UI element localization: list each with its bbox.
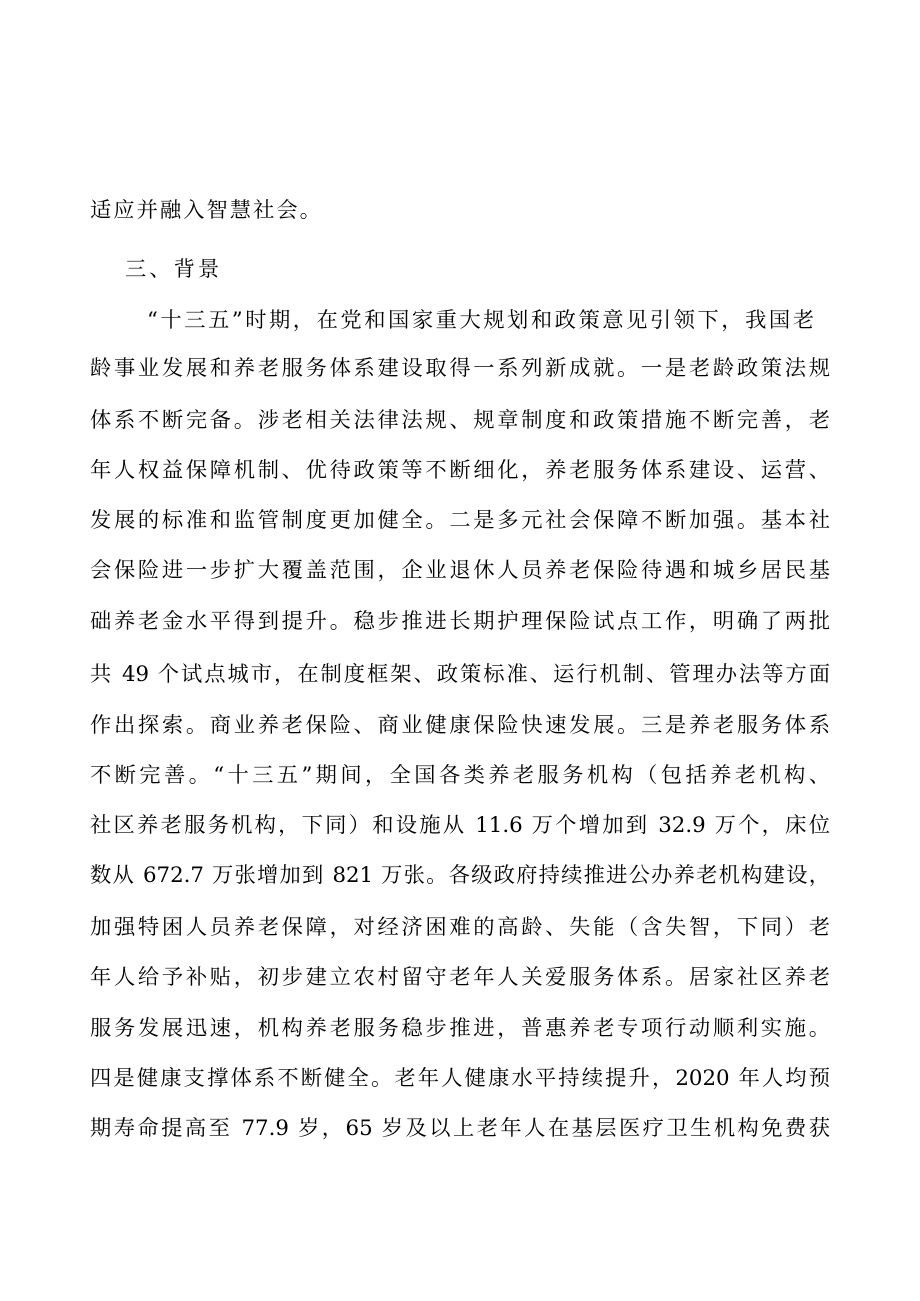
paragraph-line: 期寿命提高至 77.9 岁，65 岁及以上老年人在基层医疗卫生机构免费获 [90, 1116, 830, 1141]
paragraph-line: 会保险进一步扩大覆盖范围，企业退休人员养老保险待遇和城乡居民基 [90, 558, 830, 583]
section-heading: 三、背景 [125, 257, 223, 282]
paragraph-line: 数从 672.7 万张增加到 821 万张。各级政府持续推进公办养老机构建设， [90, 863, 830, 888]
paragraph-line: 年人权益保障机制、优待政策等不断细化，养老服务体系建设、运营、 [90, 458, 830, 483]
paragraph-line: 加强特困人员养老保障，对经济困难的高龄、失能（含失智，下同）老 [90, 915, 830, 940]
paragraph-line: “十三五”时期，在党和国家重大规划和政策意见引领下，我国老 [147, 308, 814, 333]
paragraph-line: 体系不断完备。涉老相关法律法规、规章制度和政策措施不断完善，老 [90, 408, 830, 433]
paragraph-line: 龄事业发展和养老服务体系建设取得一系列新成就。一是老龄政策法规 [90, 356, 830, 381]
paragraph-line: 年人给予补贴，初步建立农村留守老年人关爱服务体系。居家社区养老 [90, 965, 830, 990]
paragraph-line: 共 49 个试点城市，在制度框架、政策标准、运行机制、管理办法等方面 [90, 662, 830, 687]
paragraph-line: 社区养老服务机构，下同）和设施从 11.6 万个增加到 32.9 万个，床位 [90, 813, 830, 838]
paragraph-line: 四是健康支撑体系不断健全。老年人健康水平持续提升，2020 年人均预 [90, 1066, 830, 1091]
paragraph-line: 不断完善。“十三五”期间，全国各类养老服务机构（包括养老机构、 [90, 763, 830, 788]
paragraph-line: 作出探索。商业养老保险、商业健康保险快速发展。三是养老服务体系 [90, 713, 830, 738]
paragraph-line: 发展的标准和监管制度更加健全。二是多元社会保障不断加强。基本社 [90, 508, 830, 533]
paragraph-line: 础养老金水平得到提升。稳步推进长期护理保险试点工作，明确了两批 [90, 609, 830, 634]
paragraph-line: 服务发展迅速，机构养老服务稳步推进，普惠养老专项行动顺利实施。 [90, 1016, 830, 1041]
text-line-continuation: 适应并融入智慧社会。 [90, 198, 323, 223]
